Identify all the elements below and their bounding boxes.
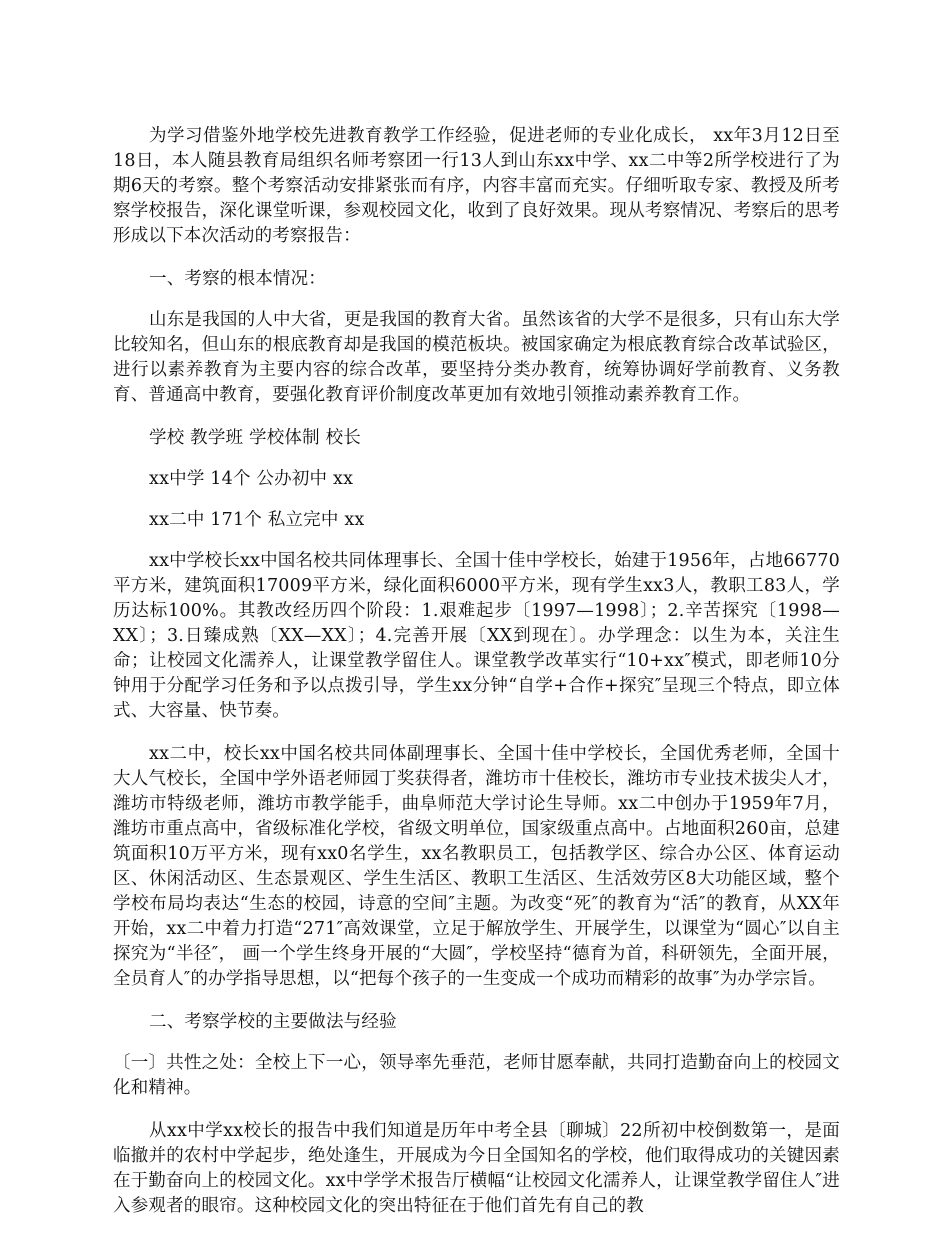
school-table-row: xx中学 14个 公办初中 xx xyxy=(149,469,354,489)
school-table-header: 学校 教学班 学校体制 校长 xyxy=(149,428,361,448)
section-heading-basic-situation: 一、考察的根本情况： xyxy=(149,269,326,289)
intro-paragraph: 为学习借鉴外地学校先进教育教学工作经验，促进老师的专业化成长， xx年3月12日至18日，本人随县教育局组织名师考察团一行13人到山东xx中学、xx二中等2所学校进行了为期6天的考察。整个考察活动安排紧张而有序，内容丰富而充实。仔细听取专家、教授及所考察学校报告，深化课堂听课，参观校园文化，收到了良好效果。现从考察情况、考察后的思考形成以下本次活动的考察报告： xyxy=(113,126,840,246)
school-table-row: xx二中 171个 私立完中 xx xyxy=(149,510,365,530)
section-heading-practices: 二、考察学校的主要做法与经验 xyxy=(149,1012,397,1032)
report-paragraph: 从xx中学xx校长的报告中我们知道是历年中考全县〔聊城〕22所初中校倒数第一，是面临撤并的农村中学起步，绝处逢生，开展成为今日全国知名的学校，他们取得成功的关键因素在于勤奋向上的校园文化。xx中学学术报告厅横幅“让校园文化濡养人，让课堂教学留住人″进入参观者的眼帘。这种校园文化的突出特征在于他们首先有自己的教 xyxy=(113,1121,840,1216)
xx-middle-school-paragraph: xx中学校长xx中国名校共同体理事长、全国十佳中学校长，始建于1956年，占地66770平方米，建筑面积17009平方米，绿化面积6000平方米，现有学生xx3人，教职工83人，学历达标100%。其教改经历四个阶段：1.艰难起步〔1997—1998〕；2.辛苦探究〔1998—XX〕；3.日臻成熟〔XX—XX〕；4.完善开展〔XX到现在〕。办学理念：以生为本，关注生命；让校园文化濡养人，让课堂教学留住人。课堂教学改革实行“10+xx″模式，即老师10分钟用于分配学习任务和予以点拨引导，学生xx分钟“自学+合作+探究″呈现三个特点，即立体式、大容量、快节奏。 xyxy=(113,551,840,721)
document-body xyxy=(113,124,840,1237)
shandong-paragraph: 山东是我国的人中大省，更是我国的教育大省。虽然该省的大学不是很多，只有山东大学比较知名，但山东的根底教育却是我国的模范板块。被国家确定为根底教育综合改革试验区，进行以素养教育为主要内容的综合改革，要坚持分类办教育，统筹协调好学前教育、义务教育、普通高中教育，要强化教育评价制度改革更加有效地引领推动素养教育工作。 xyxy=(113,310,840,405)
xx-second-school-paragraph: xx二中，校长xx中国名校共同体副理事长、全国十佳中学校长，全国优秀老师，全国十大人气校长，全国中学外语老师园丁奖获得者，潍坊市十佳校长，潍坊市专业技术拔尖人才，潍坊市特级老师，潍坊市教学能手，曲阜师范大学讨论生导师。xx二中创办于1959年7月，潍坊市重点高中，省级标准化学校，省级文明单位，国家级重点高中。占地面积260亩，总建筑面积10万平方米，现有xx0名学生，xx名教职员工，包括教学区、综合办公区、体育运动区、休闲活动区、生态景观区、学生生活区、教职工生活区、生活效劳区8大功能区域，整个学校布局均表达“生态的校园，诗意的空间″主题。为改变“死″的教育为“活″的教育，从XX年开始，xx二中着力打造“271″高效课堂，立足于解放学生、开展学生，以课堂为“圆心″以自主探究为“半径″， 画一个学生终身开展的“大圆″，学校坚持“德育为首，科研领先，全面开展，全员育人″的办学指导思想，以“把每个孩子的一生变成一个成功而精彩的故事″为办学宗旨。 xyxy=(113,744,840,989)
common-points-paragraph: 〔一〕共性之处：全校上下一心，领导率先垂范，老师甘愿奉献，共同打造勤奋向上的校园文化和精神。 xyxy=(113,1053,840,1098)
